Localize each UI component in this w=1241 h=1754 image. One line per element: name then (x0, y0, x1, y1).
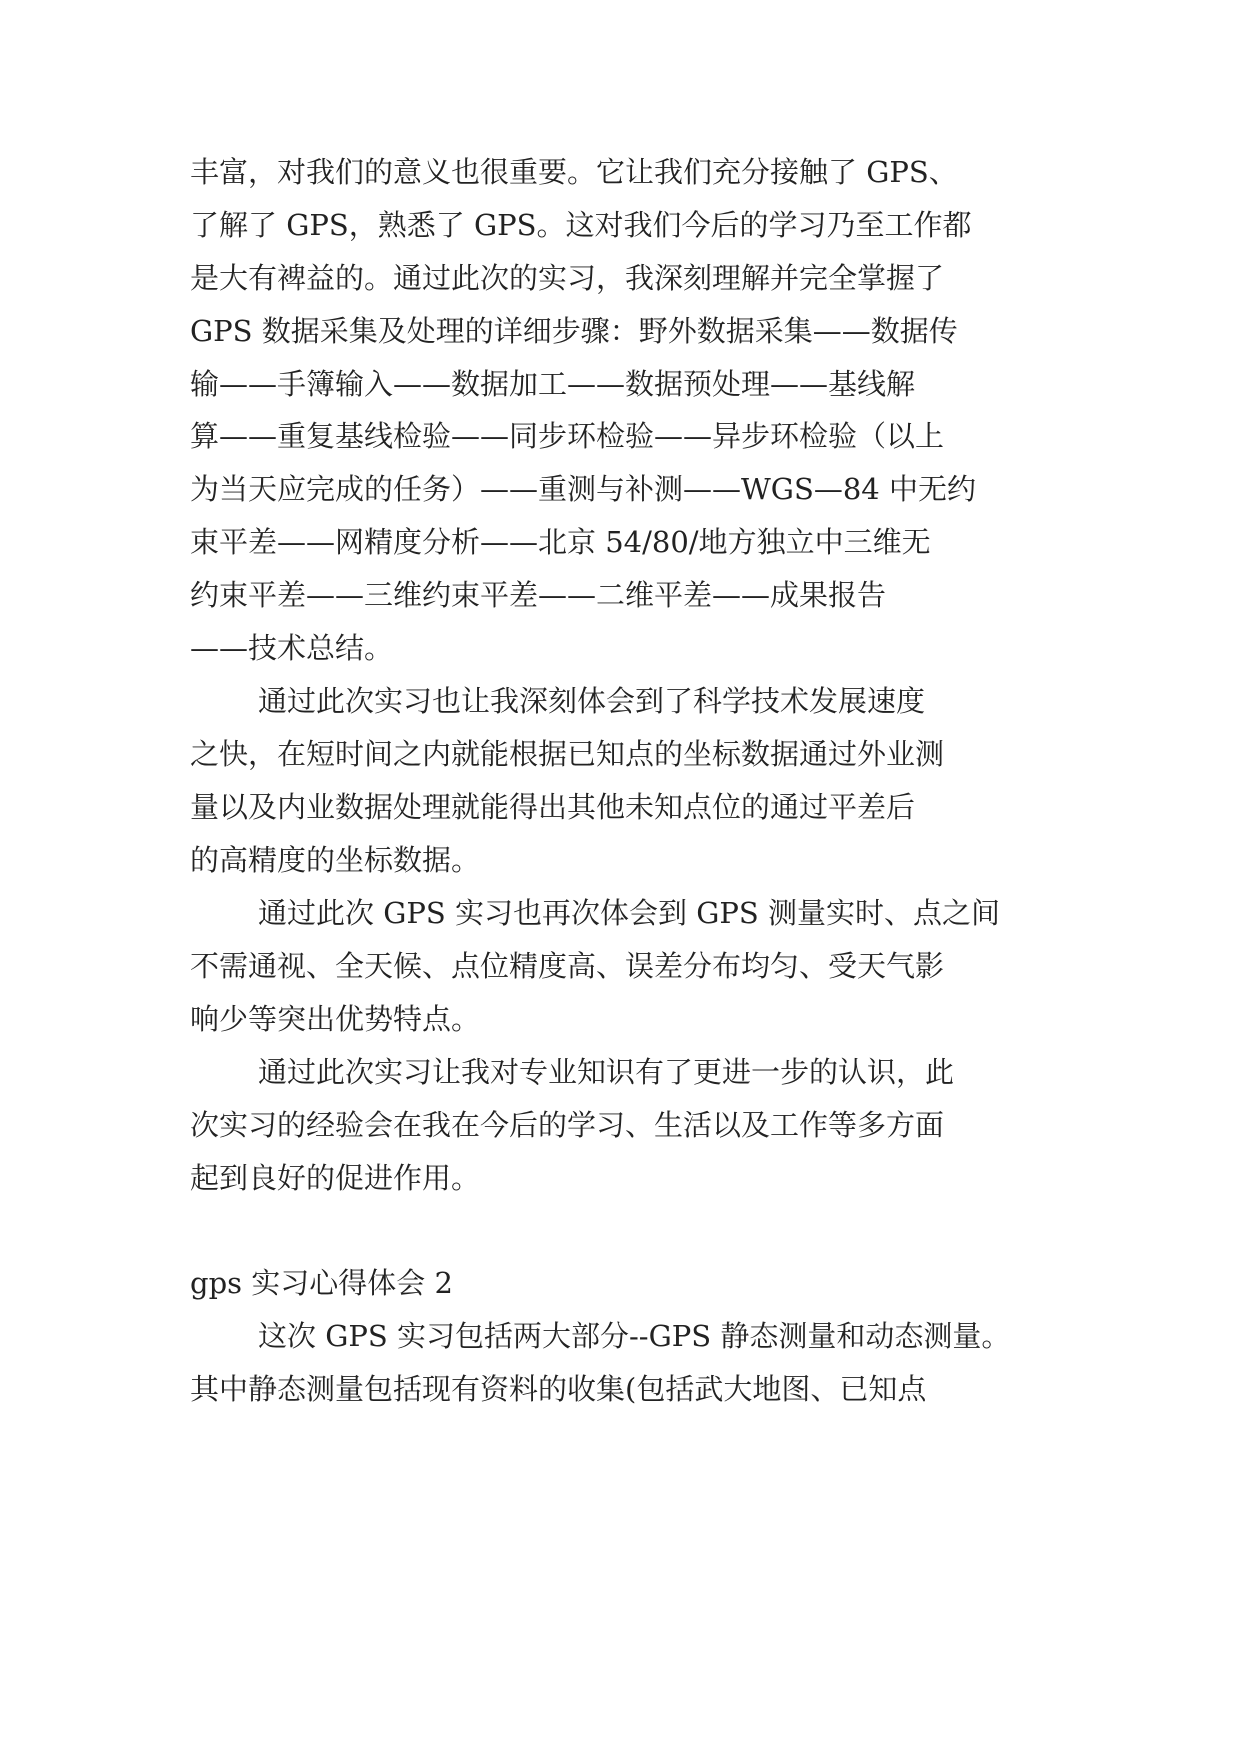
text-line: 次实习的经验会在我在今后的学习、生活以及工作等多方面 (190, 1108, 945, 1142)
text-line: 的高精度的坐标数据。 (190, 843, 481, 877)
paragraph-first-line: 通过此次实习让我对专业知识有了更进一步的认识，此 (258, 1055, 955, 1089)
paragraph-first-line: 通过此次实习也让我深刻体会到了科学技术发展速度 (258, 684, 926, 718)
text-line: 丰富，对我们的意义也很重要。它让我们充分接触了 GPS、 (190, 155, 958, 189)
text-line: GPS 数据采集及处理的详细步骤：野外数据采集——数据传 (190, 314, 958, 348)
text-line: 输——手簿输入——数据加工——数据预处理——基线解 (190, 367, 916, 401)
paragraph-first-line: 通过此次 GPS 实习也再次体会到 GPS 测量实时、点之间 (258, 896, 1000, 930)
paragraph-first-line: 这次 GPS 实习包括两大部分--GPS 静态测量和动态测量。 (258, 1319, 1011, 1353)
text-line: 约束平差——三维约束平差——二维平差——成果报告 (190, 578, 887, 612)
text-line: 之快，在短时间之内就能根据已知点的坐标数据通过外业测 (190, 737, 945, 771)
text-line: 了解了 GPS，熟悉了 GPS。这对我们今后的学习乃至工作都 (190, 208, 972, 242)
text-line: 量以及内业数据处理就能得出其他未知点位的通过平差后 (190, 790, 916, 824)
text-line: 其中静态测量包括现有资料的收集(包括武大地图、已知点 (190, 1372, 927, 1406)
section-heading: gps 实习心得体会 2 (190, 1266, 453, 1300)
text-line: 为当天应完成的任务）——重测与补测——WGS—84 中无约 (190, 472, 976, 506)
text-line: 是大有裨益的。通过此次的实习，我深刻理解并完全掌握了 (190, 261, 945, 295)
text-line: ——技术总结。 (190, 631, 394, 665)
text-line: 响少等突出优势特点。 (190, 1002, 481, 1036)
text-line: 起到良好的促进作用。 (190, 1161, 481, 1195)
text-line: 束平差——网精度分析——北京 54/80/地方独立中三维无 (190, 525, 931, 559)
text-line: 算——重复基线检验——同步环检验——异步环检验（以上 (190, 419, 945, 453)
text-line: 不需通视、全天候、点位精度高、误差分布均匀、受天气影 (190, 949, 945, 983)
